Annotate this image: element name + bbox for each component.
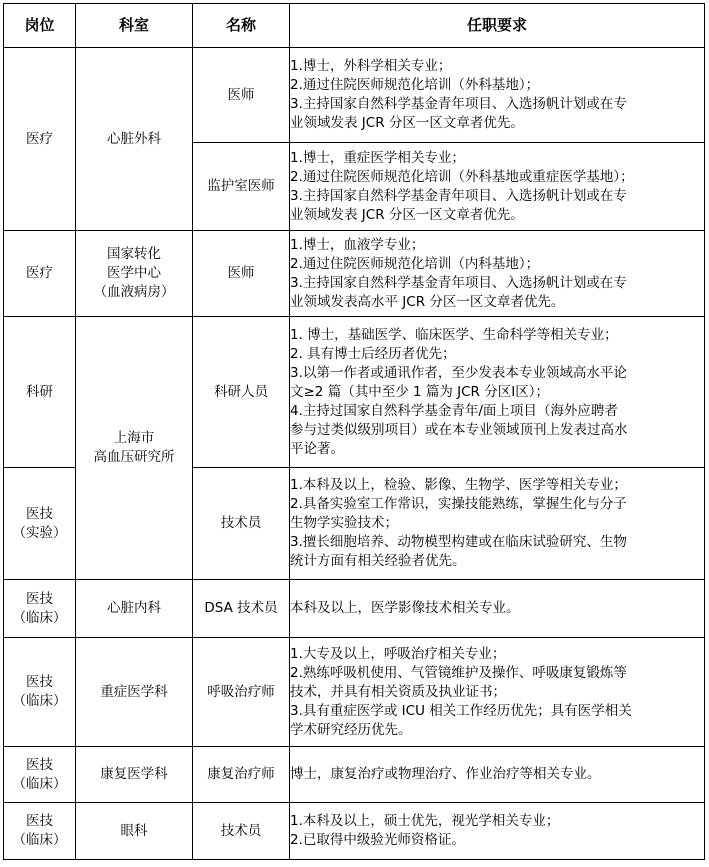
- requirement-line: 业领域发表 JCR 分区一区文章者优先。: [290, 206, 524, 223]
- dept-cell: [76, 638, 193, 747]
- requirement-line: 技术，并具有相关资质及执业证书；: [290, 683, 506, 700]
- requirement-line: 3.主持国家自然科学基金青年项目、入选扬帆计划或在专: [290, 274, 627, 291]
- post-text: 医技: [26, 756, 53, 773]
- title-cell: [193, 580, 290, 638]
- header-requirements: 任职要求: [290, 4, 705, 48]
- header-dept: 科室: [76, 4, 193, 48]
- requirement-line: 1.博士，重症医学相关专业；: [290, 149, 465, 166]
- requirement-line: 1.本科及以上，检验、影像、生物学、医学等相关专业；: [290, 477, 627, 493]
- dept-cell: [76, 231, 193, 317]
- post-text: （临床）: [12, 832, 67, 848]
- title-text: 科研人员: [214, 383, 268, 400]
- requirement-line: 1.本科及以上，硕士优先，视光学相关专业；: [290, 813, 560, 829]
- table-row: [4, 803, 705, 860]
- post-text: 医技: [26, 505, 53, 522]
- title-cell: [193, 638, 290, 747]
- requirement-line: 2.通过住院医师规范化培训（内科基地）；: [290, 255, 540, 272]
- requirement-line: 生物学实验技术；: [290, 515, 398, 531]
- title-cell: [193, 317, 290, 468]
- requirement-line: 文≥2 篇（其中至少 1 篇为 JCR 分区Ⅰ区）；: [290, 383, 549, 400]
- dept-cell: [76, 48, 193, 231]
- title-text: 医师: [227, 265, 255, 281]
- title-text: DSA 技术员: [204, 600, 278, 616]
- dept-text: 上海市: [113, 430, 155, 446]
- requirement-line: 3.主持国家自然科学基金青年项目、入选扬帆计划或在专: [290, 187, 627, 204]
- requirement-line: 业领域发表高水平 JCR 分区一区文章者优先。: [290, 293, 565, 310]
- requirements-cell: [290, 143, 705, 231]
- title-text: 呼吸治疗师: [207, 683, 275, 700]
- title-text: 康复治疗师: [207, 766, 275, 782]
- header-post: 岗位: [4, 4, 76, 48]
- requirement-line: 2.已取得中级验光师资格证。: [290, 832, 465, 848]
- requirements-cell: [290, 317, 705, 468]
- post-cell: [4, 48, 76, 231]
- requirement-line: 博士，康复治疗或物理治疗、作业治疗等相关专业。: [290, 766, 601, 782]
- requirement-line: 2.通过住院医师规范化培训（外科基地）；: [290, 77, 540, 93]
- requirement-line: 4.主持过国家自然科学基金青年/面上项目（海外应聘者: [290, 402, 618, 419]
- dept-text: 心脏外科: [107, 130, 161, 147]
- requirement-line: 1.博士，血液学专业；: [290, 236, 425, 253]
- dept-cell: [76, 747, 193, 803]
- table-row: [4, 747, 705, 803]
- post-cell: [4, 747, 76, 803]
- title-cell: [193, 143, 290, 231]
- post-text: （临床）: [12, 609, 67, 626]
- requirement-line: 3.主持国家自然科学基金青年项目、入选扬帆计划或在专: [290, 96, 627, 112]
- requirement-line: 学术研究经历优先。: [290, 721, 412, 738]
- dept-text: 心脏内科: [107, 600, 161, 616]
- dept-text: 国家转化: [107, 246, 161, 262]
- post-text: 科研: [26, 383, 53, 400]
- requirement-line: 平论著。: [290, 440, 344, 457]
- header-title: 名称: [193, 4, 290, 48]
- table-row: [4, 638, 705, 747]
- post-cell: [4, 468, 76, 580]
- post-cell: [4, 803, 76, 860]
- post-text: （临床）: [12, 693, 67, 709]
- requirements-cell: [290, 747, 705, 803]
- requirement-line: 1.大专及以上，呼吸治疗相关专业；: [290, 645, 506, 662]
- header-row: [4, 4, 705, 48]
- dept-cell: [76, 580, 193, 638]
- post-text: 医疗: [26, 130, 53, 147]
- dept-cell: [76, 803, 193, 860]
- title-cell: [193, 231, 290, 317]
- dept-text: 医学中心: [107, 265, 161, 281]
- post-text: 医疗: [26, 265, 53, 281]
- post-text: （临床）: [12, 775, 67, 792]
- title-text: 技术员: [220, 822, 262, 839]
- requirements-cell: [290, 468, 705, 580]
- requirement-line: 1. 博士，基础医学、临床医学、生命科学等相关专业；: [290, 326, 618, 343]
- title-cell: [193, 468, 290, 580]
- requirement-line: 2.熟练呼吸机使用、气管镜维护及操作、呼吸康复锻炼等: [290, 664, 627, 681]
- requirement-line: 2.通过住院医师规范化培训（外科基地或重症医学基地）；: [290, 168, 634, 185]
- post-text: 医技: [26, 590, 53, 607]
- title-cell: [193, 803, 290, 860]
- post-cell: [4, 638, 76, 747]
- requirements-cell: [290, 803, 705, 860]
- post-cell: [4, 231, 76, 317]
- table-row: [4, 580, 705, 638]
- table-row: [4, 317, 705, 468]
- requirement-line: 3.以第一作者或通讯作者，至少发表本专业领域高水平论: [290, 364, 627, 381]
- requirement-line: 本科及以上，医学影像技术相关专业。: [290, 600, 520, 616]
- requirements-cell: [290, 48, 705, 143]
- title-text: 监护室医师: [207, 178, 275, 194]
- dept-text: （血液病房）: [93, 284, 175, 300]
- requirement-line: 3.具有重症医学或 ICU 相关工作经历优先；具有医学相关: [290, 702, 632, 719]
- title-cell: [193, 747, 290, 803]
- post-text: 医技: [26, 674, 53, 690]
- post-cell: [4, 580, 76, 638]
- requirement-line: 3.擅长细胞培养、动物模型构建或在临床试验研究、生物: [290, 534, 627, 550]
- dept-text: 眼科: [120, 822, 148, 839]
- post-text: 医技: [26, 813, 53, 829]
- title-cell: [193, 48, 290, 143]
- requirement-line: 统计方面有相关经验者优先。: [290, 553, 466, 569]
- requirement-line: 1.博士，外科学相关专业；: [290, 58, 452, 74]
- dept-text: 康复医学科: [100, 766, 168, 782]
- requirement-line: 2.具备实验室工作常识，实操技能熟练，掌握生化与分子: [290, 496, 627, 512]
- dept-text: 重症医学科: [100, 683, 168, 700]
- requirements-cell: [290, 638, 705, 747]
- dept-cell: [76, 317, 193, 580]
- post-text: （实验）: [12, 524, 67, 541]
- dept-text: 高血压研究所: [93, 449, 175, 465]
- table-row: [4, 48, 705, 143]
- table-row: [4, 231, 705, 317]
- requirements-cell: [290, 231, 705, 317]
- title-text: 医师: [227, 86, 255, 103]
- job-requirements-table: [3, 3, 705, 860]
- requirements-cell: [290, 580, 705, 638]
- requirement-line: 参与过类似级别项目）或在本专业领域顶刊上发表过高水: [290, 421, 628, 438]
- post-cell: [4, 317, 76, 468]
- requirement-line: 2. 具有博士后经历者优先；: [290, 345, 456, 362]
- requirement-line: 业领域发表 JCR 分区一区文章者优先。: [290, 115, 524, 131]
- title-text: 技术员: [220, 515, 262, 531]
